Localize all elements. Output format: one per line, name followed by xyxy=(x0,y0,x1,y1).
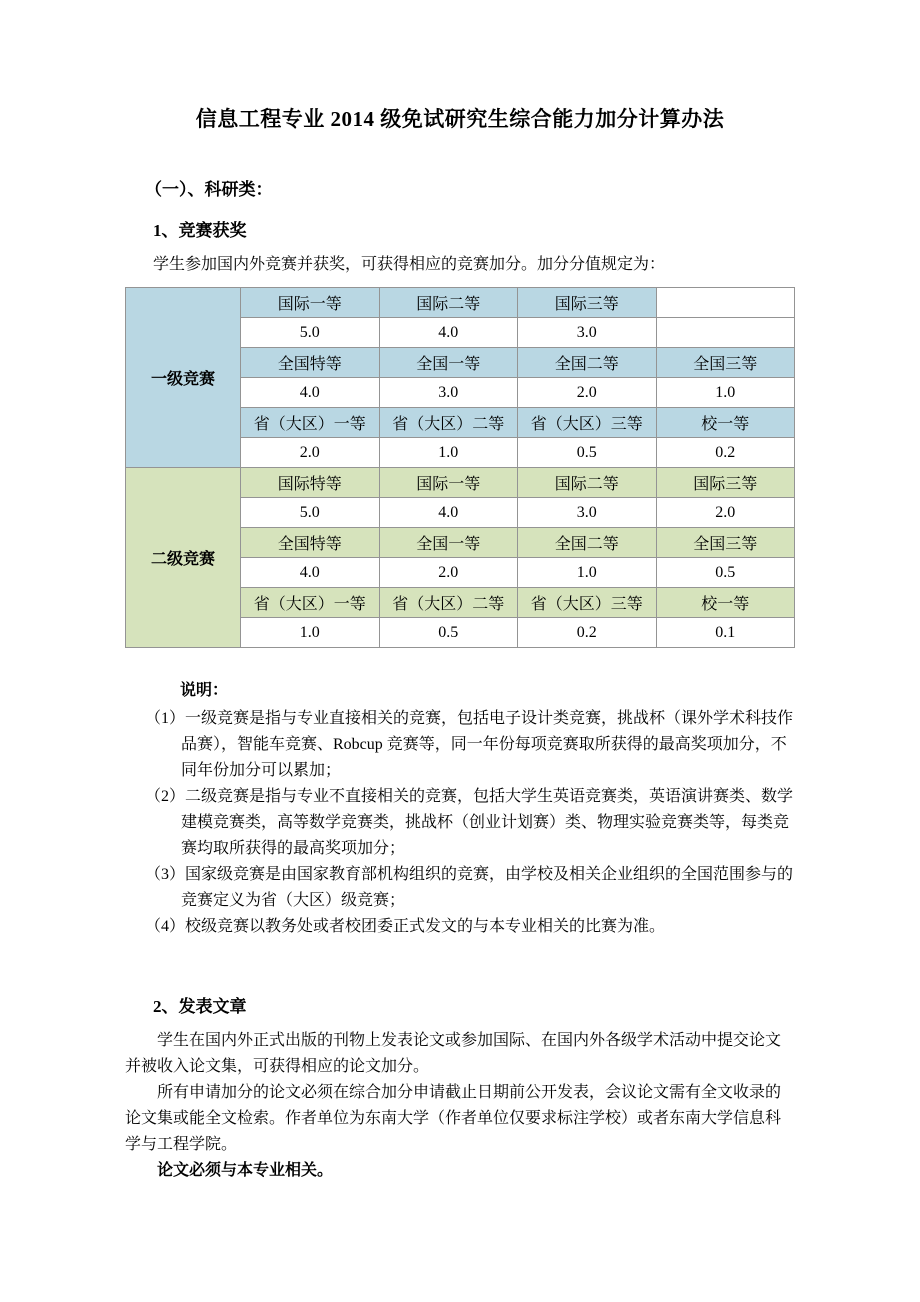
award-level-cell: 省（大区）三等 xyxy=(518,408,657,438)
score-value-cell: 3.0 xyxy=(518,498,657,528)
score-value-cell: 4.0 xyxy=(241,378,380,408)
award-level-cell: 国际二等 xyxy=(518,468,657,498)
subsection-competition-heading: 1、竞赛获奖 xyxy=(153,221,247,240)
score-value-cell: 0.5 xyxy=(518,438,657,468)
score-value-cell: 2.0 xyxy=(241,438,380,468)
competition-group-label: 二级竞赛 xyxy=(126,468,241,648)
award-level-cell: 全国三等 xyxy=(656,528,795,558)
award-level-cell: 省（大区）一等 xyxy=(241,588,380,618)
score-value-cell: 1.0 xyxy=(518,558,657,588)
award-level-cell: 全国特等 xyxy=(241,528,380,558)
award-level-cell: 校一等 xyxy=(656,588,795,618)
competition-group-label: 一级竞赛 xyxy=(126,288,241,468)
notes-list xyxy=(125,706,795,940)
award-level-cell: 省（大区）二等 xyxy=(379,408,518,438)
paragraph: 所有申请加分的论文必须在综合加分申请截止日期前公开发表，会议论文需有全文收录的论文集或能全文检索。作者单位为东南大学（作者单位仅要求标注学校）或者东南大学信息科学与工程学院。 xyxy=(125,1084,782,1153)
score-value-cell: 5.0 xyxy=(241,498,380,528)
competition-score-table xyxy=(125,287,795,648)
score-value-cell: 4.0 xyxy=(379,498,518,528)
score-value-cell: 3.0 xyxy=(379,378,518,408)
score-value-cell: 1.0 xyxy=(241,618,380,648)
note-item: （4）校级竞赛以教务处或者校团委正式发文的与本专业相关的比赛为准。 xyxy=(145,918,666,935)
document-title: 信息工程专业 2014 级免试研究生综合能力加分计算办法 xyxy=(195,107,725,131)
score-value-cell: 0.2 xyxy=(518,618,657,648)
award-level-cell: 国际二等 xyxy=(379,288,518,318)
note-item: （1）一级竞赛是指与专业直接相关的竞赛，包括电子设计类竞赛，挑战杯（课外学术科技作品赛），智能车竞赛、Robcup 竞赛等，同一年份每项竞赛取所获得的最高奖项加分，不同年份加分可以累加； xyxy=(145,710,794,779)
papers-bold-note: 论文必须与本专业相关。 xyxy=(157,1162,334,1179)
papers-paragraphs xyxy=(125,1028,795,1158)
award-level-cell: 省（大区）一等 xyxy=(241,408,380,438)
award-level-cell: 全国一等 xyxy=(379,348,518,378)
award-level-cell: 校一等 xyxy=(656,408,795,438)
score-value-cell: 0.2 xyxy=(656,438,795,468)
paragraph: 学生在国内外正式出版的刊物上发表论文或参加国际、在国内外各级学术活动中提交论文并被收入论文集，可获得相应的论文加分。 xyxy=(125,1032,782,1075)
score-value-cell: 4.0 xyxy=(379,318,518,348)
table-row xyxy=(126,468,795,498)
score-value-cell: 1.0 xyxy=(379,438,518,468)
award-level-cell: 全国特等 xyxy=(241,348,380,378)
score-value-cell: 4.0 xyxy=(241,558,380,588)
table-row xyxy=(126,288,795,318)
score-value-cell: 3.0 xyxy=(518,318,657,348)
award-level-cell: 国际一等 xyxy=(241,288,380,318)
score-value-cell: 5.0 xyxy=(241,318,380,348)
subsection-papers-heading: 2、发表文章 xyxy=(153,997,247,1016)
award-level-cell: 省（大区）二等 xyxy=(379,588,518,618)
score-value-cell: 0.5 xyxy=(656,558,795,588)
score-value-cell: 0.5 xyxy=(379,618,518,648)
empty-cell xyxy=(656,288,795,318)
award-level-cell: 国际三等 xyxy=(656,468,795,498)
award-level-cell: 全国一等 xyxy=(379,528,518,558)
empty-cell xyxy=(656,318,795,348)
award-level-cell: 全国二等 xyxy=(518,528,657,558)
score-value-cell: 2.0 xyxy=(518,378,657,408)
award-level-cell: 全国三等 xyxy=(656,348,795,378)
award-level-cell: 国际三等 xyxy=(518,288,657,318)
score-value-cell: 0.1 xyxy=(656,618,795,648)
award-level-cell: 国际一等 xyxy=(379,468,518,498)
award-level-cell: 省（大区）三等 xyxy=(518,588,657,618)
score-value-cell: 2.0 xyxy=(656,498,795,528)
note-item: （2）二级竞赛是指与专业不直接相关的竞赛，包括大学生英语竞赛类，英语演讲赛类、数学建模竞赛类，高等数学竞赛类，挑战杯（创业计划赛）类、物理实验竞赛类等，每类竞赛均取所获得的最高奖项加分； xyxy=(145,788,794,857)
section-research-heading: （一）、科研类： xyxy=(145,180,273,199)
score-value-cell: 1.0 xyxy=(656,378,795,408)
note-item: （3）国家级竞赛是由国家教育部机构组织的竞赛，由学校及相关企业组织的全国范围参与的竞赛定义为省（大区）级竞赛； xyxy=(145,866,794,909)
competition-intro-text: 学生参加国内外竞赛并获奖，可获得相应的竞赛加分。加分分值规定为： xyxy=(153,256,666,273)
award-level-cell: 国际特等 xyxy=(241,468,380,498)
notes-heading: 说明： xyxy=(180,682,229,699)
award-level-cell: 全国二等 xyxy=(518,348,657,378)
score-value-cell: 2.0 xyxy=(379,558,518,588)
